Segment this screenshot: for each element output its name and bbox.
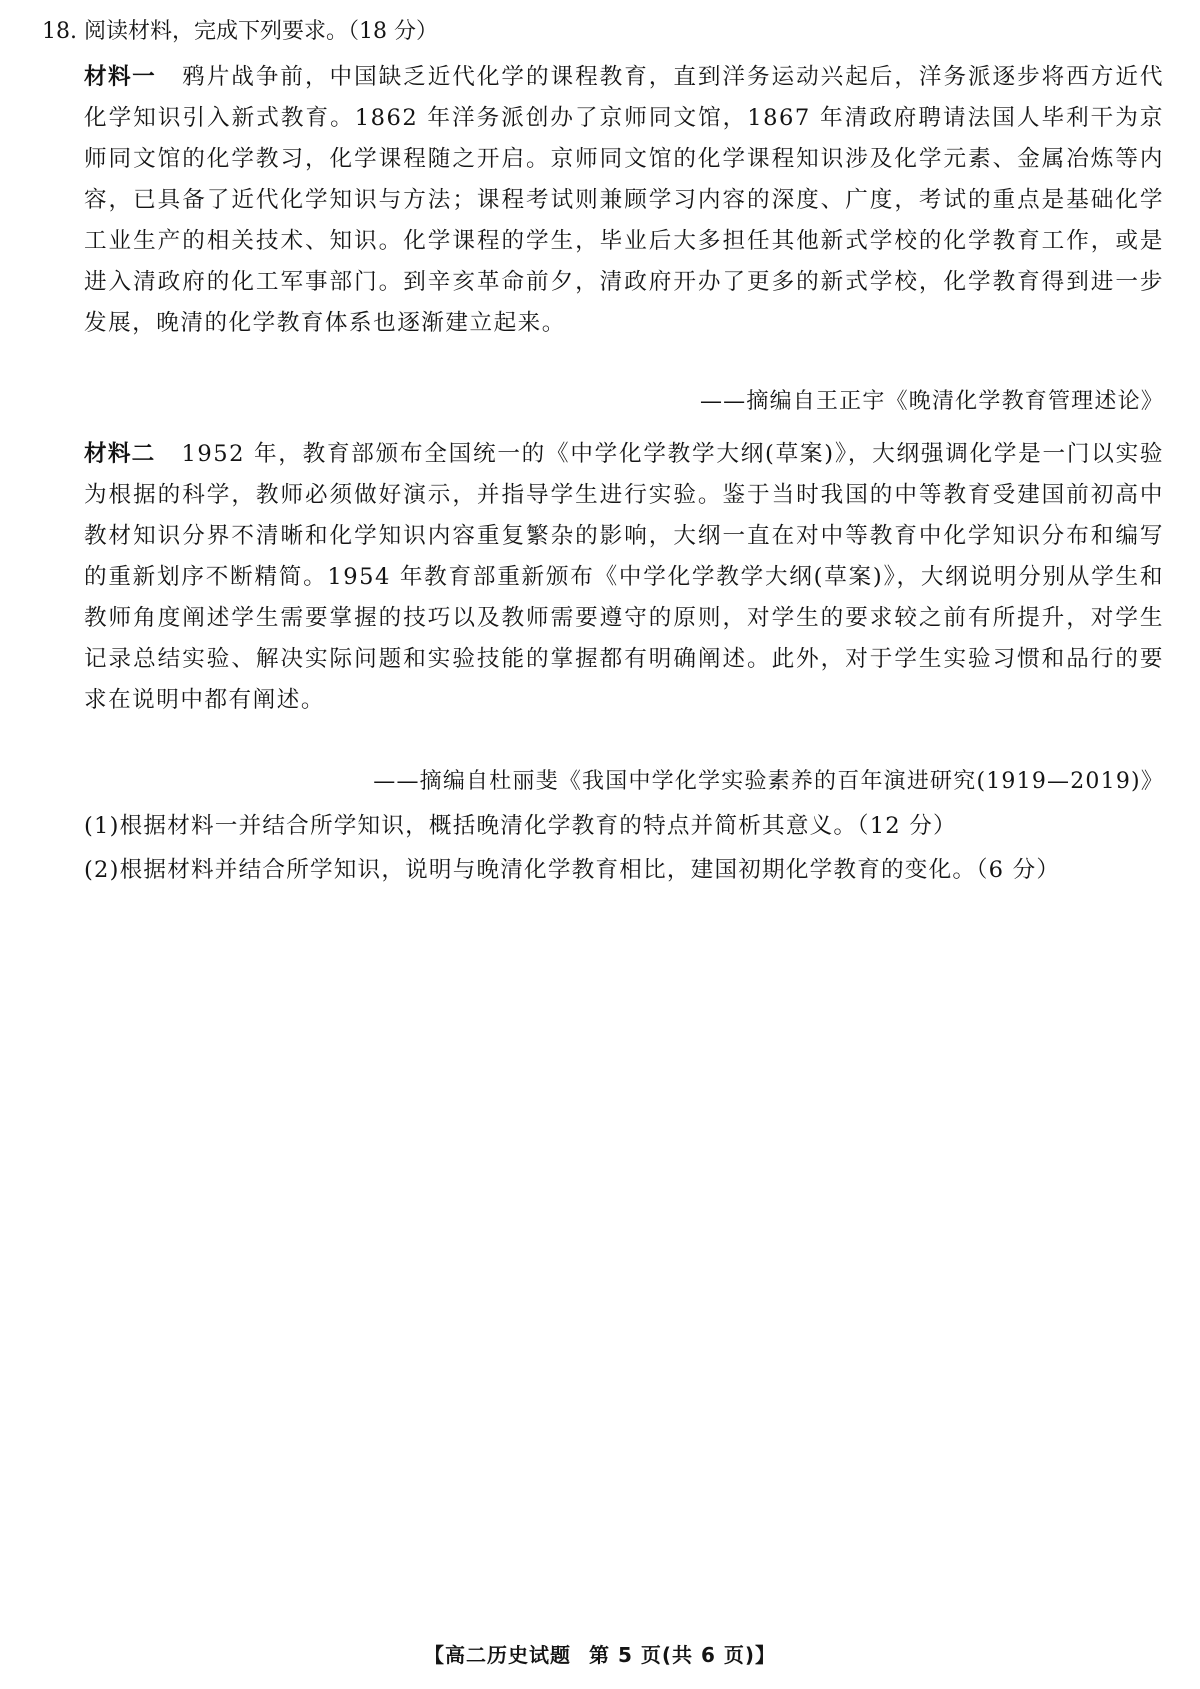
- page-footer: [0, 1640, 1200, 1670]
- sub-question-1: (1)根据材料一并结合所学知识，概括晚清化学教育的特点并简析其意义。（12 分）: [84, 813, 957, 839]
- material-2-source: ——摘编自杜丽斐《我国中学化学实验素养的百年演进研究(1919—2019)》: [373, 769, 1164, 794]
- footer-page-info: 第 5 页(共 6 页)】: [589, 1643, 776, 1667]
- material-1-passage: [84, 57, 1164, 344]
- material-2-label: 材料二: [84, 441, 156, 467]
- sub-question-2: (2)根据材料并结合所学知识，说明与晚清化学教育相比，建国初期化学教育的变化。（6 分）: [84, 857, 1061, 883]
- material-2-passage: [84, 434, 1164, 721]
- footer-exam-title: 【高二历史试题: [424, 1643, 572, 1667]
- material-1-text: 鸦片战争前，中国缺乏近代化学的课程教育，直到洋务运动兴起后，洋务派逐步将西方近代化学知识引入新式教育。1862 年洋务派创办了京师同文馆，1867 年清政府聘请法国人毕利干为京师同文馆的化学教习，化学课程随之开启。京师同文馆的化学课程知识涉及化学元素、金属冶炼等内容，已具备了近代化学知识与方法；课程考试则兼顾学习内容的深度、广度，考试的重点是基础化学工业生产的相关技术、知识。化学课程的学生，毕业后大多担任其他新式学校的化学教育工作，或是进入清政府的化工军事部门。到辛亥革命前夕，清政府开办了更多的新式学校，化学教育得到进一步发展，晚清的化学教育体系也逐渐建立起来。: [84, 64, 1164, 336]
- material-1-label: 材料一: [84, 64, 157, 90]
- material-2-text: 1952 年，教育部颁布全国统一的《中学化学教学大纲(草案)》，大纲强调化学是一门以实验为根据的科学，教师必须做好演示，并指导学生进行实验。鉴于当时我国的中等教育受建国前初高中教材知识分界不清晰和化学知识内容重复繁杂的影响，大纲一直在对中等教育中化学知识分布和编写的重新划序不断精简。1954 年教育部重新颁布《中学化学教学大纲(草案)》，大纲说明分别从学生和教师角度阐述学生需要掌握的技巧以及教师需要遵守的原则，对学生的要求较之前有所提升，对学生记录总结实验、解决实际问题和实验技能的掌握都有明确阐述。此外，对于学生实验习惯和品行的要求在说明中都有阐述。: [84, 441, 1164, 713]
- question-header: 18. 阅读材料，完成下列要求。（18 分）: [42, 19, 438, 44]
- material-1-source: ——摘编自王正宇《晚清化学教育管理述论》: [699, 389, 1164, 414]
